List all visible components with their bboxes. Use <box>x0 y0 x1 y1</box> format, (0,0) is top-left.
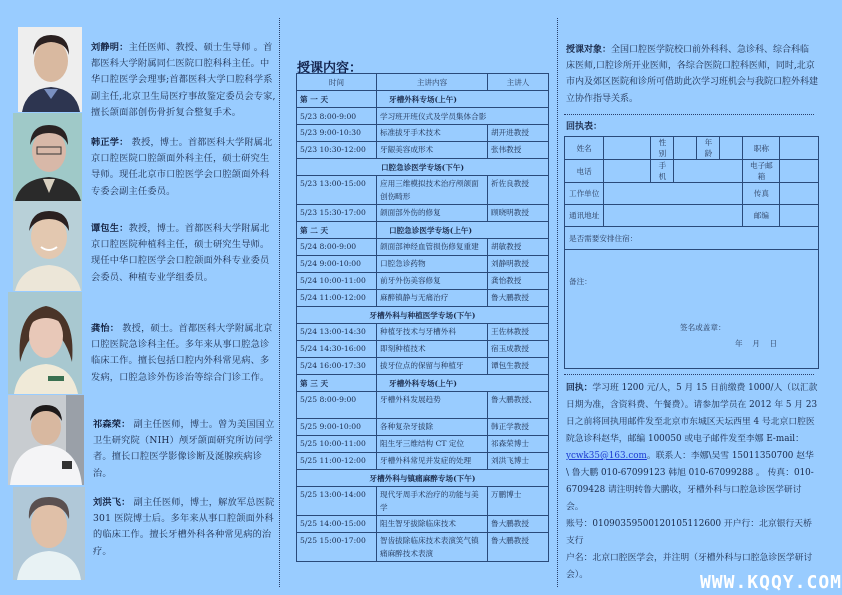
session-label: 牙槽外科专场(上午) <box>377 91 549 108</box>
schedule-row <box>297 239 549 256</box>
schedule-row <box>297 142 549 159</box>
time-cell: 5/24 14:30-16:00 <box>297 341 377 358</box>
schedule-row <box>297 176 549 205</box>
photo-gong-yi <box>8 292 82 394</box>
header-speaker: 主讲人 <box>488 74 549 91</box>
time-cell: 5/25 8:00-9:00 <box>297 392 377 419</box>
portrait-icon <box>13 113 82 201</box>
schedule-day-row <box>297 375 549 392</box>
schedule-panel <box>281 0 558 595</box>
speaker-cell: 谭包生教授 <box>488 358 549 375</box>
schedule-row <box>297 358 549 375</box>
field-postcode[interactable] <box>780 205 819 227</box>
topic-cell: 现代牙周手术治疗的功能与美学 <box>377 487 488 516</box>
portrait-icon <box>8 395 84 485</box>
label-date: 年 月 日 <box>735 339 778 348</box>
speaker-cell: 鲁大鹏教授、 <box>488 392 549 419</box>
session-label: 口腔急诊医学专场(下午) <box>297 159 549 176</box>
speaker-cell: 龚怡教授 <box>488 273 549 290</box>
watermark: WWW.KQQY.COM <box>699 572 842 593</box>
speaker-cell: 刘洪飞博士 <box>488 453 549 470</box>
topic-cell: 标准拔牙手术技术 <box>377 125 488 142</box>
portrait-icon <box>13 201 82 291</box>
schedule-row <box>297 324 549 341</box>
topic-cell: 智齿拔除临床技术表演笑气镇痛麻醉技术表演 <box>377 533 488 562</box>
label-phone: 电话 <box>565 160 604 183</box>
speaker-cell: 鲁大鹏教授 <box>488 533 549 562</box>
portrait-icon <box>18 27 82 112</box>
schedule-row <box>297 125 549 142</box>
time-cell: 5/25 9:00-10:00 <box>297 419 377 436</box>
label-job-title: 职称 <box>743 137 780 160</box>
day-label: 第 二 天 <box>297 222 377 239</box>
topic-cell: 颌面部外伤的修复 <box>377 205 488 222</box>
session-label: 牙槽外科与镇痛麻醉专场(下午) <box>297 470 549 487</box>
schedule-row <box>297 436 549 453</box>
session-label: 口腔急诊医学专场(上午) <box>377 222 549 239</box>
day-label: 第 三 天 <box>297 375 377 392</box>
topic-cell: 牙龈美容成形术 <box>377 142 488 159</box>
field-lodging[interactable]: 是否需要安排住宿： <box>565 227 819 250</box>
header-topic: 主讲内容 <box>377 74 488 91</box>
portrait-icon <box>8 292 82 394</box>
schedule-row <box>297 487 549 516</box>
label-work-unit: 工作单位 <box>565 183 604 205</box>
time-cell: 5/24 16:00-17:30 <box>297 358 377 375</box>
schedule-row <box>297 341 549 358</box>
label-remarks: 备注： <box>569 277 592 286</box>
receipt-paragraph: 回执：学习班 1200 元/人，5 月 15 日前缴费 1000/人（以汇款日期为准，含资料费、午餐费）。请参加学员在 2012 年 5 月 23 日之前将回执用邮件发至北京市东城区天坛西里 4 号北京口腔医院急诊科赵华，邮编 100050 或电子邮件发至李娜 E-mail：ycwk35@163.com。联系人：李娜\吴雪 15011350700 赵华 \ 鲁大鹏 010-67099123 韩旭 010-67099288 。 传真：010-6709428 请注明转鲁大鹏收，牙槽外科与口腔急诊医学研讨会。 账号：01090359500120105112600 开户行：北京银行天桥支行 户名：北京口腔医学会，并注明（牙槽外科与口腔急诊医学研讨会）。 <box>566 383 818 580</box>
photo-liu-hongfei <box>13 487 85 580</box>
speaker-cell: 祈佐良教授 <box>488 176 549 205</box>
speaker-cell: 胡开进教授 <box>488 125 549 142</box>
schedule-row <box>297 108 549 125</box>
schedule-row <box>297 533 549 562</box>
speaker-cell: 王佐林教授 <box>488 324 549 341</box>
label-email: 电子邮箱 <box>743 160 780 183</box>
topic-cell: 应用三维模拟技术治疗颅颌面创伤畸形 <box>377 176 488 205</box>
topic-cell: 牙槽外科发展趋势 <box>377 392 488 419</box>
field-job-title[interactable] <box>780 137 819 160</box>
schedule-row <box>297 516 549 533</box>
fold-divider-right <box>557 18 558 587</box>
schedule-row <box>297 453 549 470</box>
bio-tan-baosheng: 谭包生：教授，博士。首都医科大学附属北京口腔医院种植科主任，硕士研究生导师。现任中华口腔医学会口腔颌面外科专业委员会委员、种植专业学组委员。 <box>91 223 270 283</box>
schedule-session-row <box>297 470 549 487</box>
schedule-session-row <box>297 307 549 324</box>
speaker-cell: 宿玉成教授 <box>488 341 549 358</box>
time-cell: 5/25 15:00-17:00 <box>297 533 377 562</box>
topic-cell: 学习班开班仪式及学员集体合影 <box>377 108 549 125</box>
section-divider <box>564 114 814 115</box>
time-cell: 5/23 8:00-9:00 <box>297 108 377 125</box>
field-gender[interactable] <box>674 137 697 160</box>
topic-cell: 牙槽外科常见并发症的处理 <box>377 453 488 470</box>
time-cell: 5/24 8:00-9:00 <box>297 239 377 256</box>
header-time: 时间 <box>297 74 377 91</box>
bio-liu-jingming: 刘静明：主任医师、教授、硕士生导师 。首都医科大学附属同仁医院口腔科科主任。中华口腔医学会理事;首都医科大学口腔科学系副主任,北京卫生局医疗事故鉴定委员会专家,擅长颌面部创伤骨折复合整复手术。 <box>91 42 276 118</box>
time-cell: 5/23 9:00-10:30 <box>297 125 377 142</box>
topic-cell: 前牙外伤美容修复 <box>377 273 488 290</box>
schedule-row <box>297 273 549 290</box>
speaker-cell: 刘静明教授 <box>488 256 549 273</box>
registration-form <box>564 136 819 369</box>
lecturers-panel <box>0 0 280 595</box>
schedule-session-row <box>297 159 549 176</box>
schedule-day-row <box>297 91 549 108</box>
schedule-row <box>297 392 549 419</box>
time-cell: 5/23 13:00-15:00 <box>297 176 377 205</box>
label-postcode: 邮编 <box>743 205 780 227</box>
form-title: 回执表： <box>566 122 603 132</box>
label-mobile: 手机 <box>651 160 674 183</box>
time-cell: 5/25 14:00-15:00 <box>297 516 377 533</box>
time-cell: 5/24 10:00-11:00 <box>297 273 377 290</box>
photo-qi-senrong <box>8 395 84 485</box>
field-work-unit[interactable] <box>604 183 743 205</box>
field-email[interactable] <box>780 160 819 183</box>
label-gender: 性别 <box>651 137 674 160</box>
registration-panel <box>560 0 842 595</box>
speaker-cell: 韩正学教授 <box>488 419 549 436</box>
field-name[interactable] <box>604 137 651 160</box>
account-holder: 户名：北京口腔医学会，并注明（牙槽外科与口腔急诊医学研讨会）。 <box>566 553 813 580</box>
topic-cell: 颌面部神经血管损伤修复重建 <box>377 239 488 256</box>
topic-cell: 种植牙技术与牙槽外科 <box>377 324 488 341</box>
time-cell: 5/25 10:00-11:00 <box>297 436 377 453</box>
speaker-cell: 祁森荣博士 <box>488 436 549 453</box>
speaker-cell: 万鹏博士 <box>488 487 549 516</box>
session-label: 牙槽外科与种植医学专场(下午) <box>297 307 549 324</box>
topic-cell: 拔牙位点的保留与种植牙 <box>377 358 488 375</box>
topic-cell: 即刻种植技术 <box>377 341 488 358</box>
schedule-table <box>296 73 549 562</box>
portrait-icon <box>13 487 85 580</box>
schedule-row <box>297 290 549 307</box>
topic-cell: 各种复杂牙拔除 <box>377 419 488 436</box>
day-label: 第 一 天 <box>297 91 377 108</box>
field-phone[interactable] <box>604 160 651 183</box>
section-divider <box>564 374 814 375</box>
bio-liu-hongfei: 刘洪飞： 副主任医师，博士，解放军总医院301 医院博士后。多年来从事口腔颌面外科的临床工作。擅长牙槽外科各种常见病的治疗。 <box>93 497 275 557</box>
label-fax: 传真 <box>743 183 780 205</box>
time-cell: 5/25 13:00-14:00 <box>297 487 377 516</box>
topic-cell: 阻生牙三维结构 CT 定位 <box>377 436 488 453</box>
session-label: 牙槽外科专场(上午) <box>377 375 549 392</box>
bio-gong-yi: 龚怡： 教授，硕士。首都医科大学附属北京口腔医院急诊科主任。多年来从事口腔急诊临床工作。擅长包括口腔内外科常见病、多发病，口腔急诊外伤诊治等综合门诊工作。 <box>91 323 273 383</box>
time-cell: 5/24 9:00-10:00 <box>297 256 377 273</box>
schedule-row <box>297 256 549 273</box>
time-cell: 5/23 10:30-12:00 <box>297 142 377 159</box>
time-cell: 5/24 13:00-14:30 <box>297 324 377 341</box>
time-cell: 5/24 11:00-12:00 <box>297 290 377 307</box>
field-address[interactable] <box>604 205 743 227</box>
bio-han-zhengxue: 韩正学： 教授，博士。首都医科大学附属北京口腔医院口腔颌面外科主任，硕士研究生导师。现任北京市口腔医学会口腔颌面外科专委会副主任委员。 <box>91 137 273 197</box>
audience-paragraph: 授课对象：全国口腔医学院校口前外科科、急诊科、综合科临床医师,口腔诊所开业医师，各综合医院口腔科医师，同时,北京市内及郊区医院和诊所可借助此次学习班机会与我院口腔外科建立协作指导关系。 <box>566 45 819 104</box>
bio-qi-senrong: 祁森荣： 副主任医师，博士。曾为美国国立卫生研究院（NIH）颅牙颌面研究所访问学者。擅长口腔医学影像诊断及涎腺疾病诊治。 <box>93 419 275 479</box>
time-cell: 5/23 15:30-17:00 <box>297 205 377 222</box>
label-name: 姓名 <box>565 137 604 160</box>
field-remarks[interactable] <box>565 250 819 369</box>
field-mobile[interactable] <box>674 160 743 183</box>
label-signature: 签名或盖章： <box>680 323 726 332</box>
speaker-cell: 鲁大鹏教授 <box>488 516 549 533</box>
schedule-title: 授课内容： <box>297 61 363 76</box>
label-address: 通讯地址 <box>565 205 604 227</box>
schedule-row <box>297 419 549 436</box>
speaker-cell: 张伟教授 <box>488 142 549 159</box>
label-age: 年龄 <box>697 137 720 160</box>
photo-han-zhengxue <box>13 113 82 201</box>
photo-tan-baosheng <box>13 201 82 291</box>
topic-cell: 口腔急诊药物 <box>377 256 488 273</box>
speaker-cell: 鲁大鹏教授 <box>488 290 549 307</box>
schedule-day-row <box>297 222 549 239</box>
schedule-header-row <box>297 74 549 91</box>
time-cell: 5/25 11:00-12:00 <box>297 453 377 470</box>
field-fax[interactable] <box>780 183 819 205</box>
photo-liu-jingming <box>18 27 82 112</box>
contact-email-link[interactable]: ycwk35@163.com <box>566 451 647 461</box>
topic-cell: 阻生智牙拔除临床技术 <box>377 516 488 533</box>
speaker-cell: 胡敏教授 <box>488 239 549 256</box>
bank-account: 账号：01090359500120105112600 开户行：北京银行天桥支行 <box>566 519 812 546</box>
field-age[interactable] <box>720 137 743 160</box>
fold-divider-left <box>279 18 280 587</box>
topic-cell: 麻醉镇静与无痛治疗 <box>377 290 488 307</box>
speaker-cell: 顾晓明教授 <box>488 205 549 222</box>
schedule-row <box>297 205 549 222</box>
